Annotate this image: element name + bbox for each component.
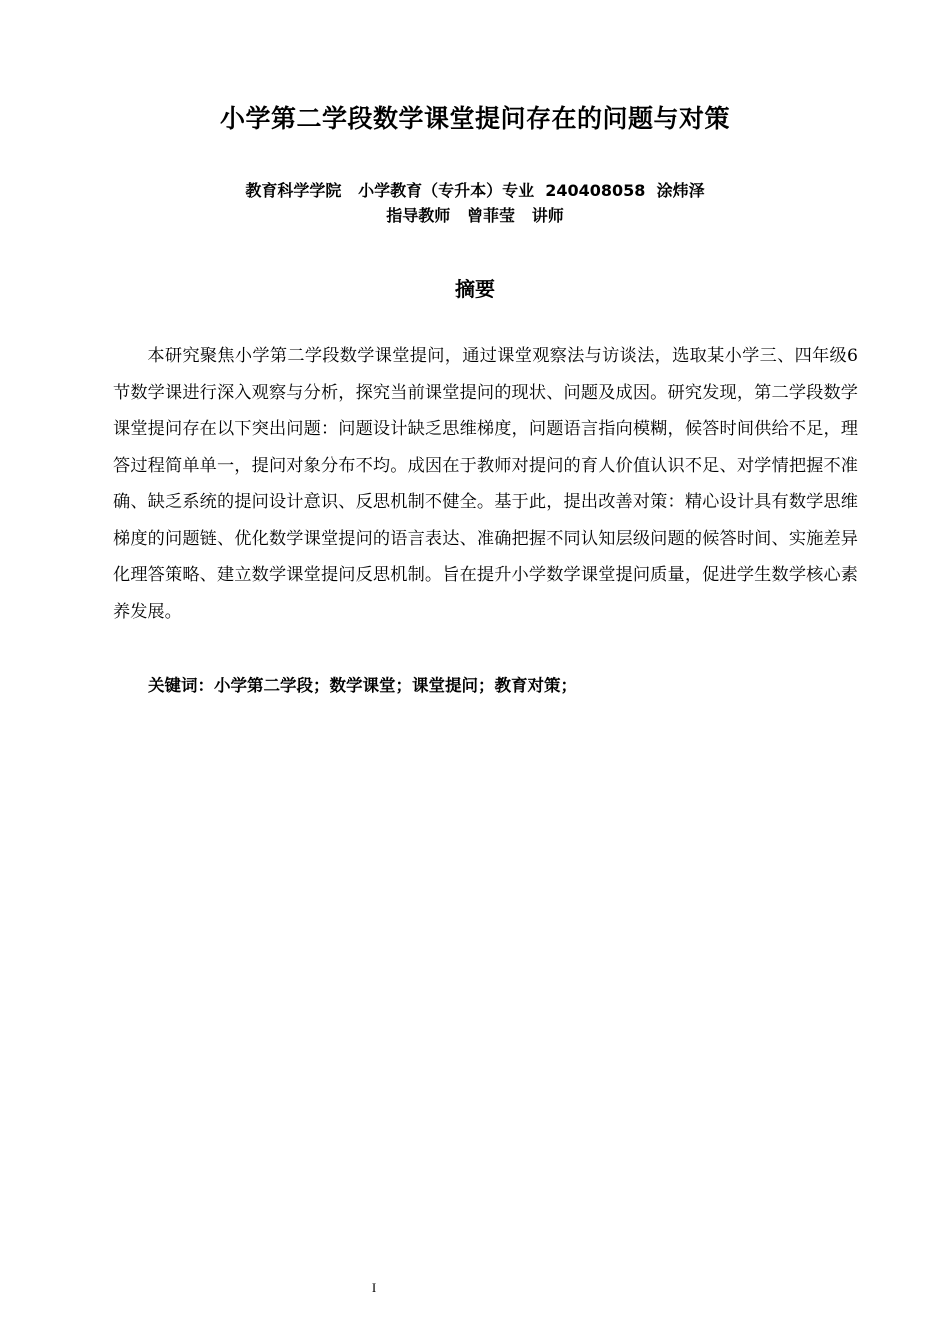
abstract-body: 本研究聚焦小学第二学段数学课堂提问，通过课堂观察法与访谈法，选取某小学三、四年级6节数学课进行深入观察与分析，探究当前课堂提问的现状、问题及成因。研究发现，第二学段数学课堂提问存在以下突出问题：问题设计缺乏思维梯度，问题语言指向模糊，候答时间供给不足，理答过程简单单一，提问对象分布不均。成因在于教师对提问的育人价值认识不足、对学情把握不准确、缺乏系统的提问设计意识、反思机制不健全。基于此，提出改善对策：精心设计具有数学思维梯度的问题链、优化数学课堂提问的语言表达、准确把握不同认知层级问题的候答时间、实施差异化理答策略、建立数学课堂提问反思机制。旨在提升小学数学课堂提问质量，促进学生数学核心素养发展。: [113, 346, 858, 622]
abstract-heading: 摘要: [455, 277, 495, 301]
keywords-line: 关键词：小学第二学段；数学课堂；课堂提问；教育对策；: [148, 676, 577, 695]
paper-title: 小学第二学段数学课堂提问存在的问题与对策: [219, 104, 730, 133]
advisor-info: 指导教师 曾菲莹 讲师: [386, 206, 564, 225]
page-number: I: [371, 1280, 377, 1295]
author-info: 教育科学学院 小学教育（专升本）专业 240408058 涂炜泽: [245, 181, 705, 200]
